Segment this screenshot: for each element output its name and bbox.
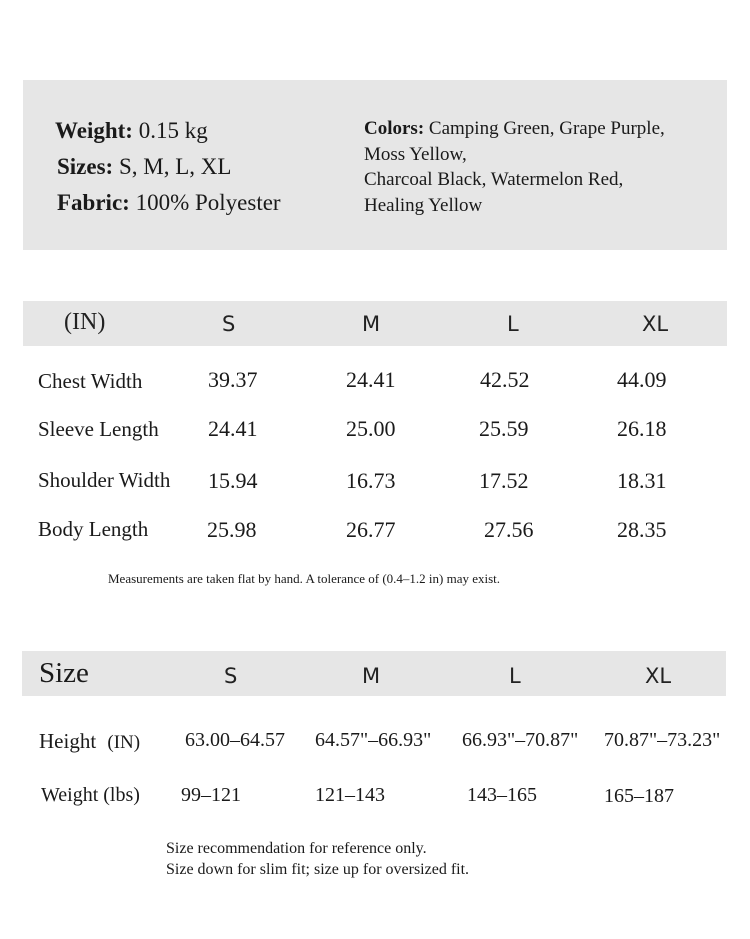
- measurement-note: Measurements are taken flat by hand. A tolerance of (0.4–1.2 in) may exist.: [108, 571, 501, 586]
- cell-sleeve-xl: 26.18: [617, 416, 667, 441]
- height-unit: (IN): [107, 732, 141, 753]
- sizes-info: [57, 154, 231, 180]
- size-header-l: L: [507, 312, 519, 336]
- cell-body-m: 26.77: [346, 517, 396, 542]
- height-l: 66.93"–70.87": [462, 729, 579, 751]
- height-s: 63.00–64.57: [185, 729, 285, 751]
- weight-info: [55, 118, 208, 144]
- size-note-line-1: Size recommendation for reference only.: [166, 840, 427, 857]
- unit-header: (IN): [64, 309, 106, 335]
- cell-sleeve-s: 24.41: [208, 416, 258, 441]
- cell-shoulder-m: 16.73: [346, 468, 396, 493]
- size-recommendation-note: [166, 838, 469, 880]
- cell-shoulder-s: 15.94: [208, 468, 258, 493]
- cell-body-xl: 28.35: [617, 517, 667, 542]
- colors-info: [364, 116, 665, 218]
- weight-value: 0.15 kg: [138, 118, 208, 143]
- colors-line-2: Moss Yellow,: [364, 143, 467, 165]
- rec-size-header-xl: XL: [645, 664, 672, 688]
- cell-body-l: 27.56: [484, 517, 534, 542]
- size-header-xl: XL: [642, 312, 669, 336]
- cell-chest-m: 24.41: [346, 367, 396, 392]
- cell-sleeve-m: 25.00: [346, 416, 396, 441]
- rec-size-header-s: S: [224, 664, 238, 688]
- colors-label: Colors:: [364, 118, 425, 139]
- colors-line-3: Charcoal Black, Watermelon Red,: [364, 169, 624, 190]
- weight-row-label: Weight (lbs): [41, 784, 140, 806]
- sizes-value: S, M, L, XL: [118, 154, 232, 179]
- size-header-s: S: [222, 312, 236, 336]
- cell-body-s: 25.98: [207, 517, 257, 542]
- height-row-label: [39, 729, 140, 754]
- weight-xl: 165–187: [604, 785, 674, 807]
- cell-sleeve-l: 25.59: [479, 416, 529, 441]
- size-header-m: M: [362, 312, 381, 336]
- weight-m: 121–143: [315, 784, 385, 806]
- rec-size-header-l: L: [509, 664, 521, 688]
- colors-line-4: Healing Yellow: [364, 194, 483, 216]
- fabric-info: [57, 190, 281, 216]
- sizes-label: Sizes:: [57, 154, 114, 179]
- height-label: Height: [39, 729, 97, 753]
- fabric-value: 100% Polyester: [135, 190, 281, 215]
- cell-chest-xl: 44.09: [617, 367, 667, 392]
- size-header-title: Size: [39, 657, 89, 689]
- row-label-shoulder-width: Shoulder Width: [38, 468, 171, 492]
- rec-size-header-m: M: [362, 664, 381, 688]
- height-m: 64.57"–66.93": [315, 729, 432, 751]
- weight-l: 143–165: [467, 784, 537, 806]
- cell-shoulder-xl: 18.31: [617, 468, 667, 493]
- row-label-sleeve-length: Sleeve Length: [38, 417, 159, 441]
- row-label-body-length: Body Length: [38, 517, 149, 541]
- height-xl: 70.87"–73.23": [604, 729, 721, 751]
- row-label-chest-width: Chest Width: [38, 369, 143, 393]
- fabric-label: Fabric:: [57, 190, 130, 215]
- weight-label: Weight:: [55, 118, 133, 143]
- cell-chest-l: 42.52: [480, 367, 530, 392]
- colors-line-1: Camping Green, Grape Purple,: [428, 118, 665, 139]
- size-note-line-2: Size down for slim fit; size up for oversized fit.: [166, 861, 470, 878]
- weight-s: 99–121: [181, 784, 241, 806]
- cell-shoulder-l: 17.52: [479, 468, 529, 493]
- cell-chest-s: 39.37: [208, 367, 258, 392]
